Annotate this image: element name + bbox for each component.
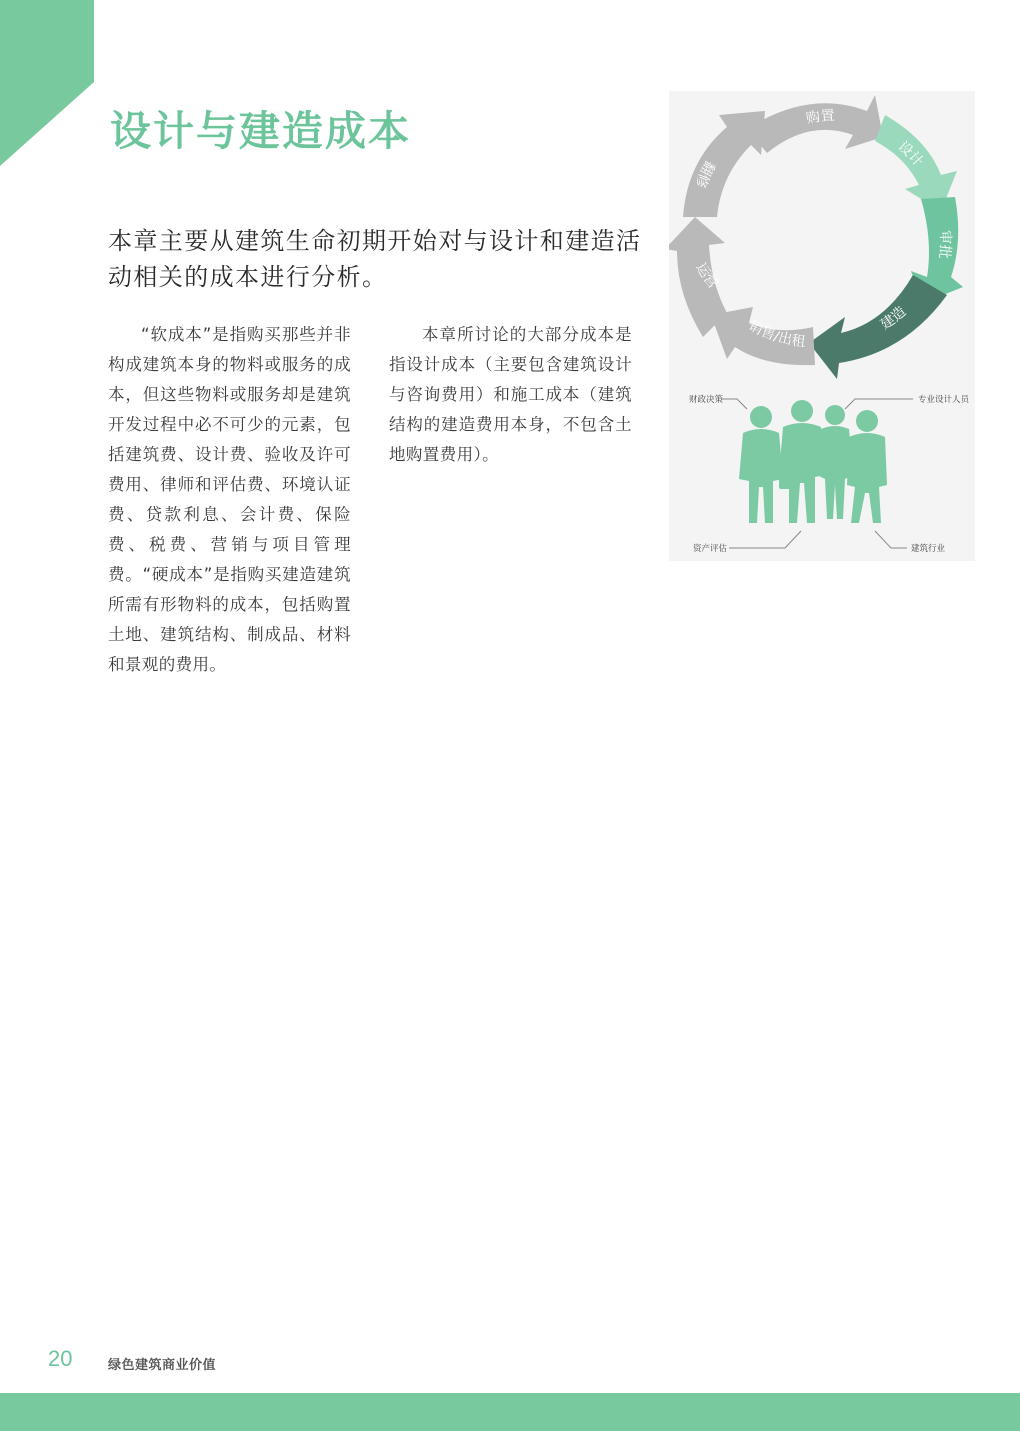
publication-title: 绿色建筑商业价值 bbox=[108, 1358, 217, 1373]
cycle-label-construction: 建造 bbox=[877, 303, 910, 334]
page-number: 20 bbox=[48, 1346, 73, 1371]
cycle-label-sales: 销售/出租 bbox=[745, 317, 807, 351]
cycle-label-approval: 审批 bbox=[935, 230, 954, 260]
cycle-label-renovation: 翻修 bbox=[691, 158, 718, 190]
footer-bar bbox=[0, 1393, 1020, 1431]
stakeholder-label-construction-industry: 建筑行业 bbox=[911, 544, 946, 554]
body-column-2: 本章所讨论的大部分成本是指设计成本（主要包含建筑设计与咨询费用）和施工成本（建筑结构的建造费用本身，不包含土地购置费用）。 bbox=[389, 325, 632, 464]
cycle-label-operation: 运营 bbox=[692, 260, 722, 292]
lifecycle-figure bbox=[669, 91, 975, 561]
stakeholder-label-designers: 专业设计人员 bbox=[917, 395, 969, 405]
corner-decoration bbox=[0, 0, 94, 166]
intro-text: 本章主要从建筑生命初期开始对与设计和建造活动相关的成本进行分析。 bbox=[108, 227, 642, 291]
cycle-arrow-renovation bbox=[683, 111, 765, 217]
people-silhouettes bbox=[739, 400, 887, 523]
body-column-1: “软成本”是指购买那些并非构成建筑本身的物料或服务的成本，但这些物料或服务却是建筑开发过程中必不可少的元素，包括建筑费、设计费、验收及许可费用、律师和评估费、环境认证费、贷款利息、会计费、保险费、税费、营销与项目管理费。“硬成本”是指购买建造建筑所需有形物料的成本，包括购置土地、建筑结构、制成品、材料和景观的费用。 bbox=[108, 325, 351, 674]
cycle-label-acquisition: 购置 bbox=[804, 107, 836, 128]
stakeholder-label-finance: 财政决策 bbox=[689, 395, 724, 405]
stakeholder-label-valuation: 资产评估 bbox=[693, 544, 728, 554]
cycle-arrow-construction bbox=[809, 275, 947, 379]
cycle-label-design: 设计 bbox=[894, 138, 927, 170]
page-title: 设计与建造成本 bbox=[110, 107, 411, 155]
